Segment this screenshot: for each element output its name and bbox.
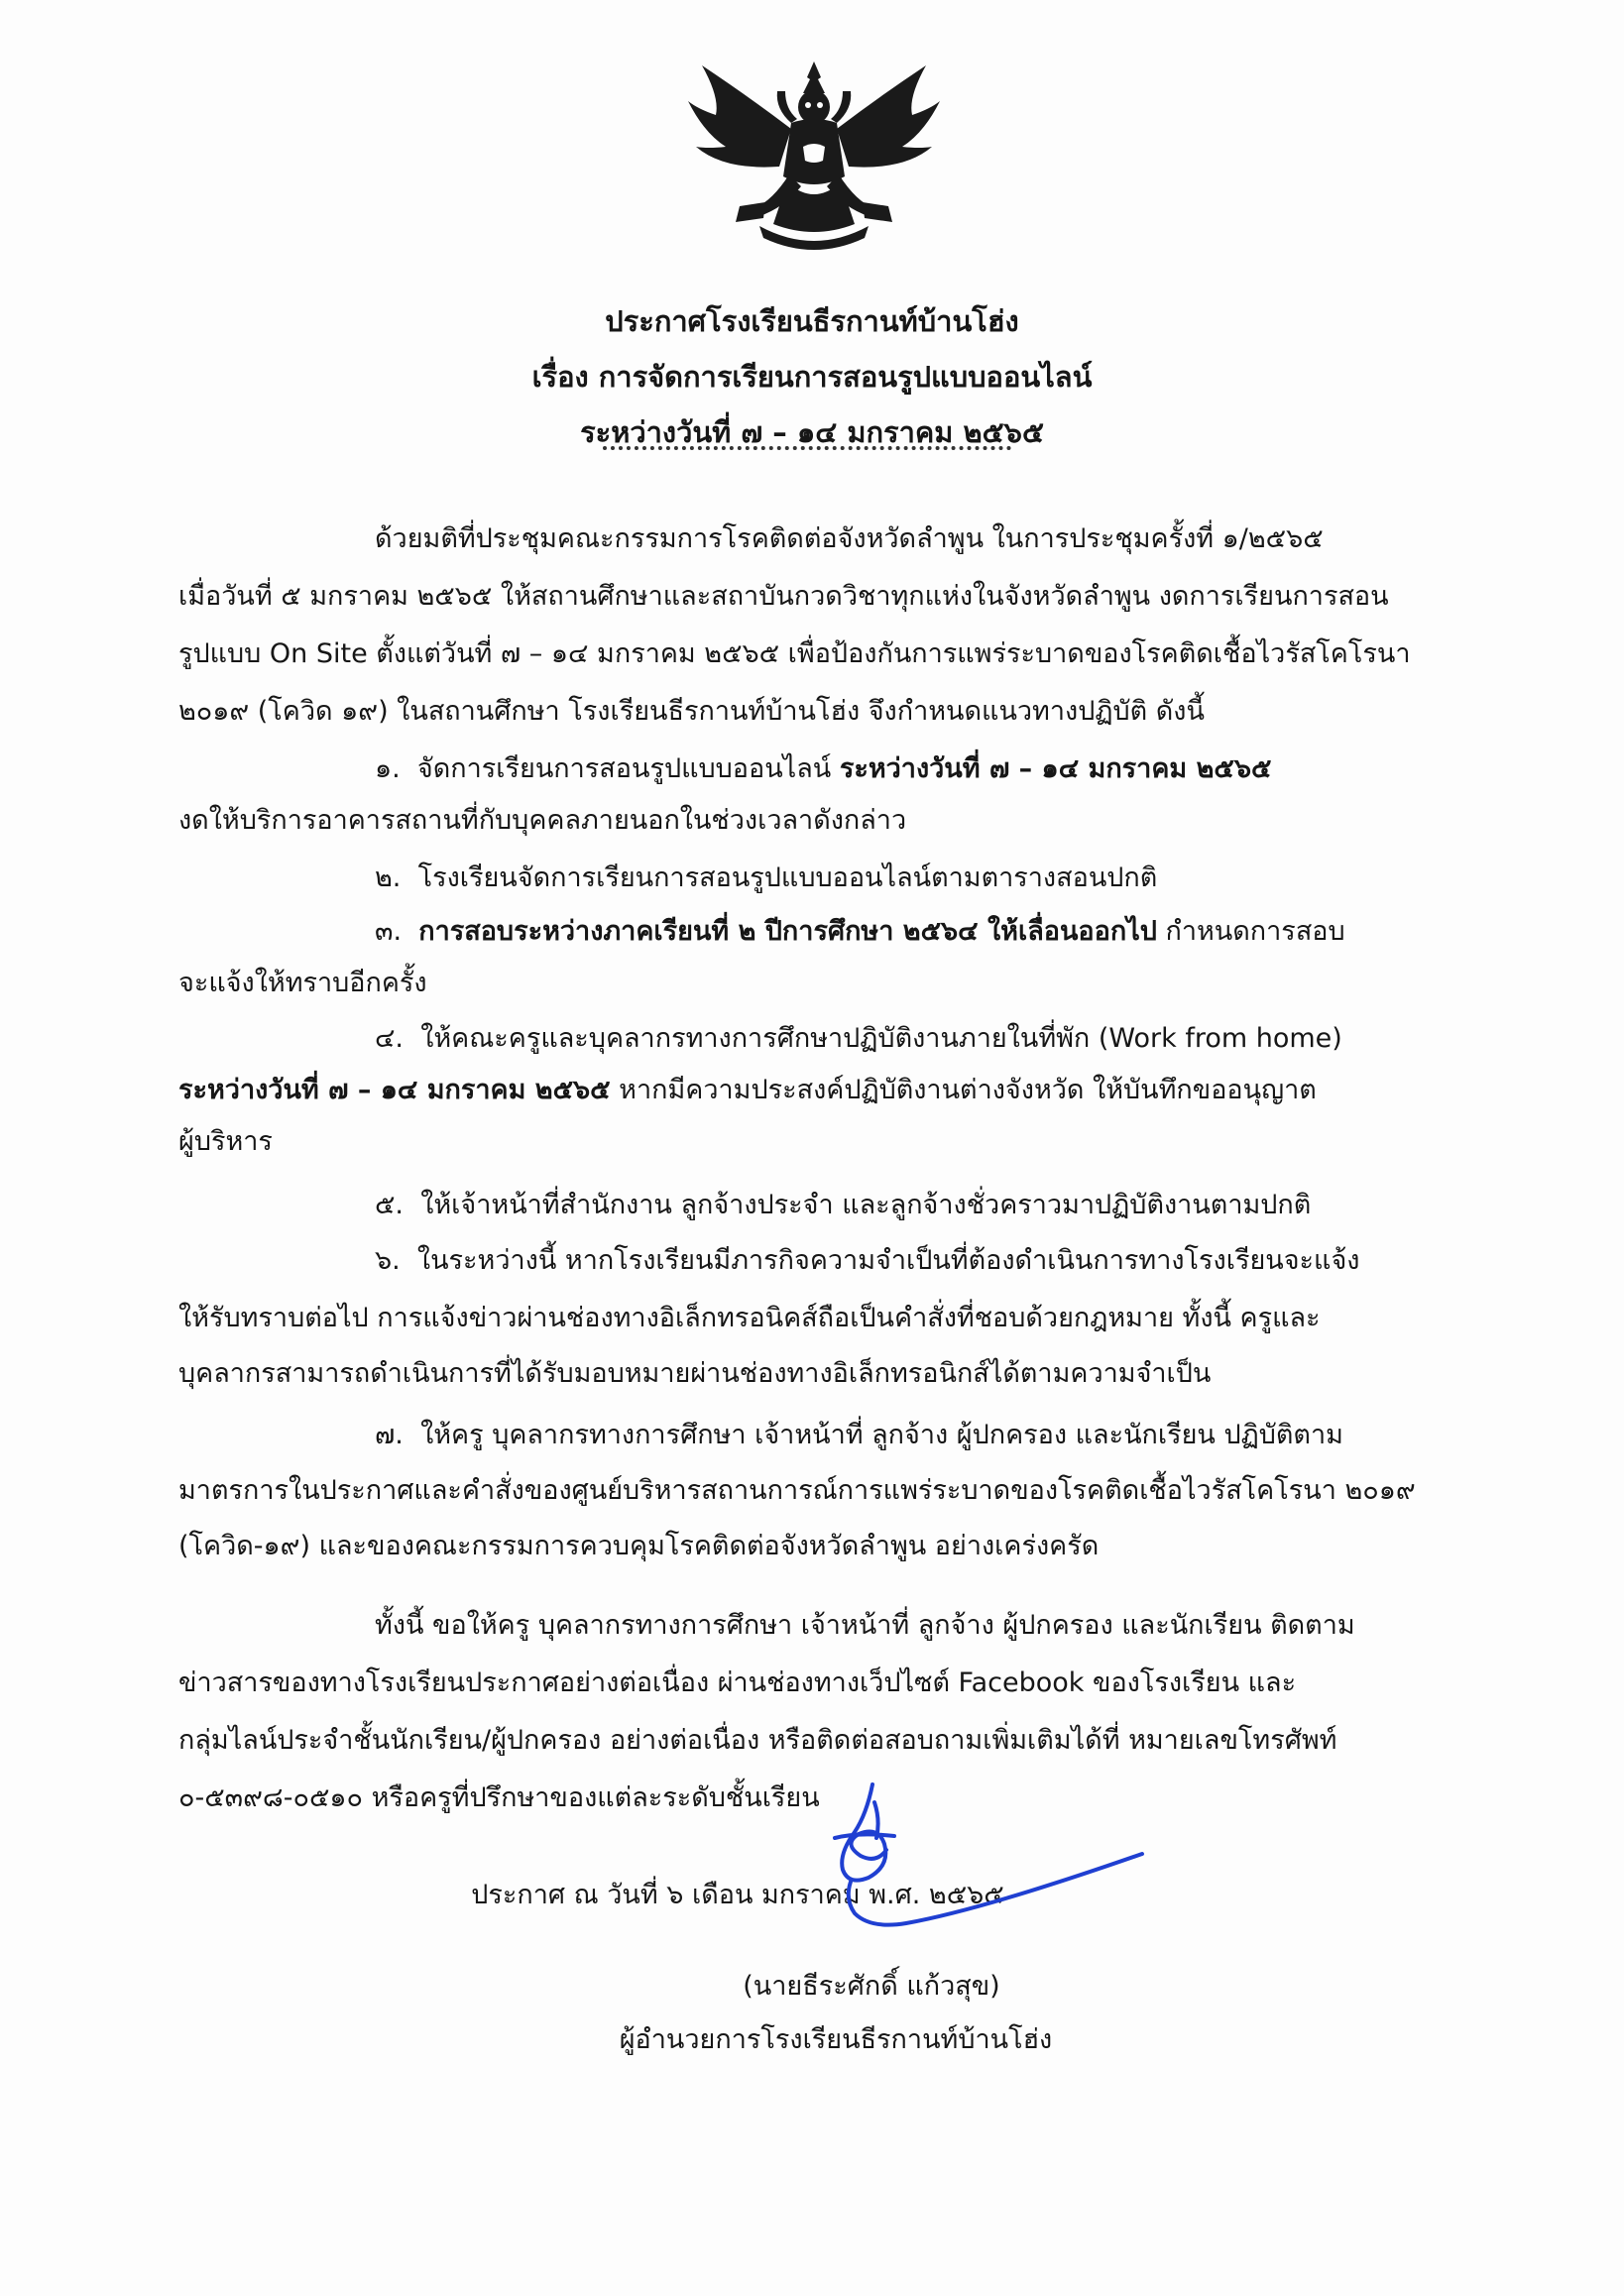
announcement-subject: เรื่อง การจัดการเรียนการสอนรูปแบบออนไลน์ xyxy=(531,360,1093,394)
item-1-continuation: งดให้บริการอาคารสถานที่กับบุคคลภายนอกในช่วงเวลาดังกล่าว xyxy=(178,805,907,836)
announcement-title: ประกาศโรงเรียนธีรกานท์บ้านโฮ่ง xyxy=(605,304,1019,338)
announce-date xyxy=(0,1868,1624,1923)
item-7-number: ๗. xyxy=(375,1420,404,1450)
item-2 xyxy=(375,849,1157,908)
closing-line: กลุ่มไลน์ประจำชั้นนักเรียน/ผู้ปกครอง อย่างต่อเนื่อง หรือติดต่อสอบถามเพิ่มเติมได้ที่ หมายเลขโทรศัพท์ xyxy=(178,1725,1337,1756)
closing-line: ทั้งนี้ ขอให้ครู บุคลากรทางการศึกษา เจ้าหน้าที่ ลูกจ้าง ผู้ปกครอง และนักเรียน ติดตาม xyxy=(375,1610,1355,1641)
item-4-continuation-2: ผู้บริหาร xyxy=(178,1126,273,1157)
item-1-number: ๑. xyxy=(375,753,401,784)
signer-title-text: ผู้อำนวยการโรงเรียนธีรกานท์บ้านโฮ่ง xyxy=(619,2024,1053,2055)
item-4-number: ๔. xyxy=(375,1023,405,1054)
item-6-number: ๖. xyxy=(375,1245,401,1276)
item-4-bold: ระหว่างวันที่ ๗ – ๑๔ มกราคม ๒๕๖๕ xyxy=(178,1075,611,1105)
item-7-text: ให้ครู บุคลากรทางการศึกษา เจ้าหน้าที่ ลูกจ้าง ผู้ปกครอง และนักเรียน ปฏิบัติตาม xyxy=(420,1420,1343,1450)
item-2-text: โรงเรียนจัดการเรียนการสอนรูปแบบออนไลน์ตามตารางสอนปกติ xyxy=(417,862,1158,893)
item-3-number: ๓. xyxy=(375,916,403,947)
intro-line: ๒๐๑๙ (โควิด ๑๙) ในสถานศึกษา โรงเรียนธีรกานท์บ้านโฮ่ง จึงกำหนดแนวทางปฏิบัติ ดังนี้ xyxy=(178,696,1205,727)
announcement-period: ระหว่างวันที่ ๗ – ๑๔ มกราคม ๒๕๖๕ xyxy=(580,415,1044,449)
item-7 xyxy=(375,1406,1343,1465)
item-4-continuation xyxy=(178,1061,1317,1120)
intro-line: เมื่อวันที่ ๕ มกราคม ๒๕๖๕ ให้สถานศึกษาและสถาบันกวดวิชาทุกแห่งในจังหวัดลำพูน งดการเรียนการสอน xyxy=(178,581,1389,612)
item-6-continuation-2: บุคลากรสามารถดำเนินการที่ได้รับมอบหมายผ่านช่องทางอิเล็กทรอนิกส์ได้ตามความจำเป็น xyxy=(178,1358,1212,1389)
item-5 xyxy=(375,1176,1311,1235)
signer-name-text: (นายธีระศักดิ์ แก้วสุข) xyxy=(743,1971,1000,2002)
signer-title xyxy=(0,2012,1624,2068)
item-5-number: ๕. xyxy=(375,1190,405,1220)
item-7-continuation-2: (โควิด-๑๙) และของคณะกรรมการควบคุมโรคติดต่อจังหวัดลำพูน อย่างเคร่งครัด xyxy=(178,1531,1100,1561)
closing-line: ข่าวสารของทางโรงเรียนประกาศอย่างต่อเนื่อง ผ่านช่องทางเว็ปไซต์ Facebook ของโรงเรียน และ xyxy=(178,1667,1297,1698)
intro-line: รูปแบบ On Site ตั้งแต่วันที่ ๗ – ๑๔ มกราคม ๒๕๖๕ เพื่อป้องกันการแพร่ระบาดของโรคติดเชื้อไวรัสโคโรนา xyxy=(178,638,1411,669)
item-1-bold: ระหว่างวันที่ ๗ – ๑๔ มกราคม ๒๕๖๕ xyxy=(839,753,1272,784)
item-4 xyxy=(375,1009,1342,1069)
garuda-emblem-icon xyxy=(680,57,948,266)
item-6 xyxy=(375,1231,1359,1291)
item-5-text: ให้เจ้าหน้าที่สำนักงาน ลูกจ้างประจำ และลูกจ้างชั่วคราวมาปฏิบัติงานตามปกติ xyxy=(420,1190,1312,1220)
signature-icon xyxy=(815,1775,1152,1943)
item-7-continuation: มาตรการในประกาศและคำสั่งของศูนย์บริหารสถานการณ์การแพร่ระบาดของโรคติดเชื้อไวรัสโคโรนา ๒๐๑๙ xyxy=(178,1475,1416,1506)
item-3-continuation: จะแจ้งให้ทราบอีกครั้ง xyxy=(178,968,427,998)
item-4-cont: หากมีความประสงค์ปฏิบัติงานต่างจังหวัด ให้บันทึกขออนุญาต xyxy=(610,1075,1317,1105)
item-6-text: ในระหว่างนี้ หากโรงเรียนมีภารกิจความจำเป็นที่ต้องดำเนินการทางโรงเรียนจะแจ้ง xyxy=(416,1245,1360,1276)
item-1-text: จัดการเรียนการสอนรูปแบบออนไลน์ xyxy=(416,753,840,784)
item-3-bold: การสอบระหว่างภาคเรียนที่ ๒ ปีการศึกษา ๒๕๖๔ ให้เลื่อนออกไป xyxy=(418,916,1157,947)
announce-date-text: ประกาศ ณ วันที่ ๖ เดือน มกราคม พ.ศ. ๒๕๖๕ xyxy=(471,1880,1004,1910)
item-3 xyxy=(375,902,1345,962)
item-1 xyxy=(375,740,1271,799)
dotted-divider xyxy=(603,446,1011,450)
item-4-text: ให้คณะครูและบุคลากรทางการศึกษาปฏิบัติงานภายในที่พัก (Work from home) xyxy=(420,1023,1342,1054)
item-6-continuation: ให้รับทราบต่อไป การแจ้งข่าวผ่านช่องทางอิเล็กทรอนิคส์ถือเป็นคำสั่งที่ชอบด้วยกฎหมาย ทั้งนี้ ครูและ xyxy=(178,1303,1321,1333)
item-2-number: ๒. xyxy=(375,862,402,893)
signer-name xyxy=(0,1959,1624,2014)
closing-line: ๐-๕๓๙๘-๐๕๑๐ หรือครูที่ปรึกษาของแต่ละระดับชั้นเรียน xyxy=(178,1782,820,1813)
item-3-text: กำหนดการสอบ xyxy=(1156,916,1345,947)
intro-line: ด้วยมติที่ประชุมคณะกรรมการโรคติดต่อจังหวัดลำพูน ในการประชุมครั้งที่ ๑/๒๕๖๕ xyxy=(375,523,1324,554)
